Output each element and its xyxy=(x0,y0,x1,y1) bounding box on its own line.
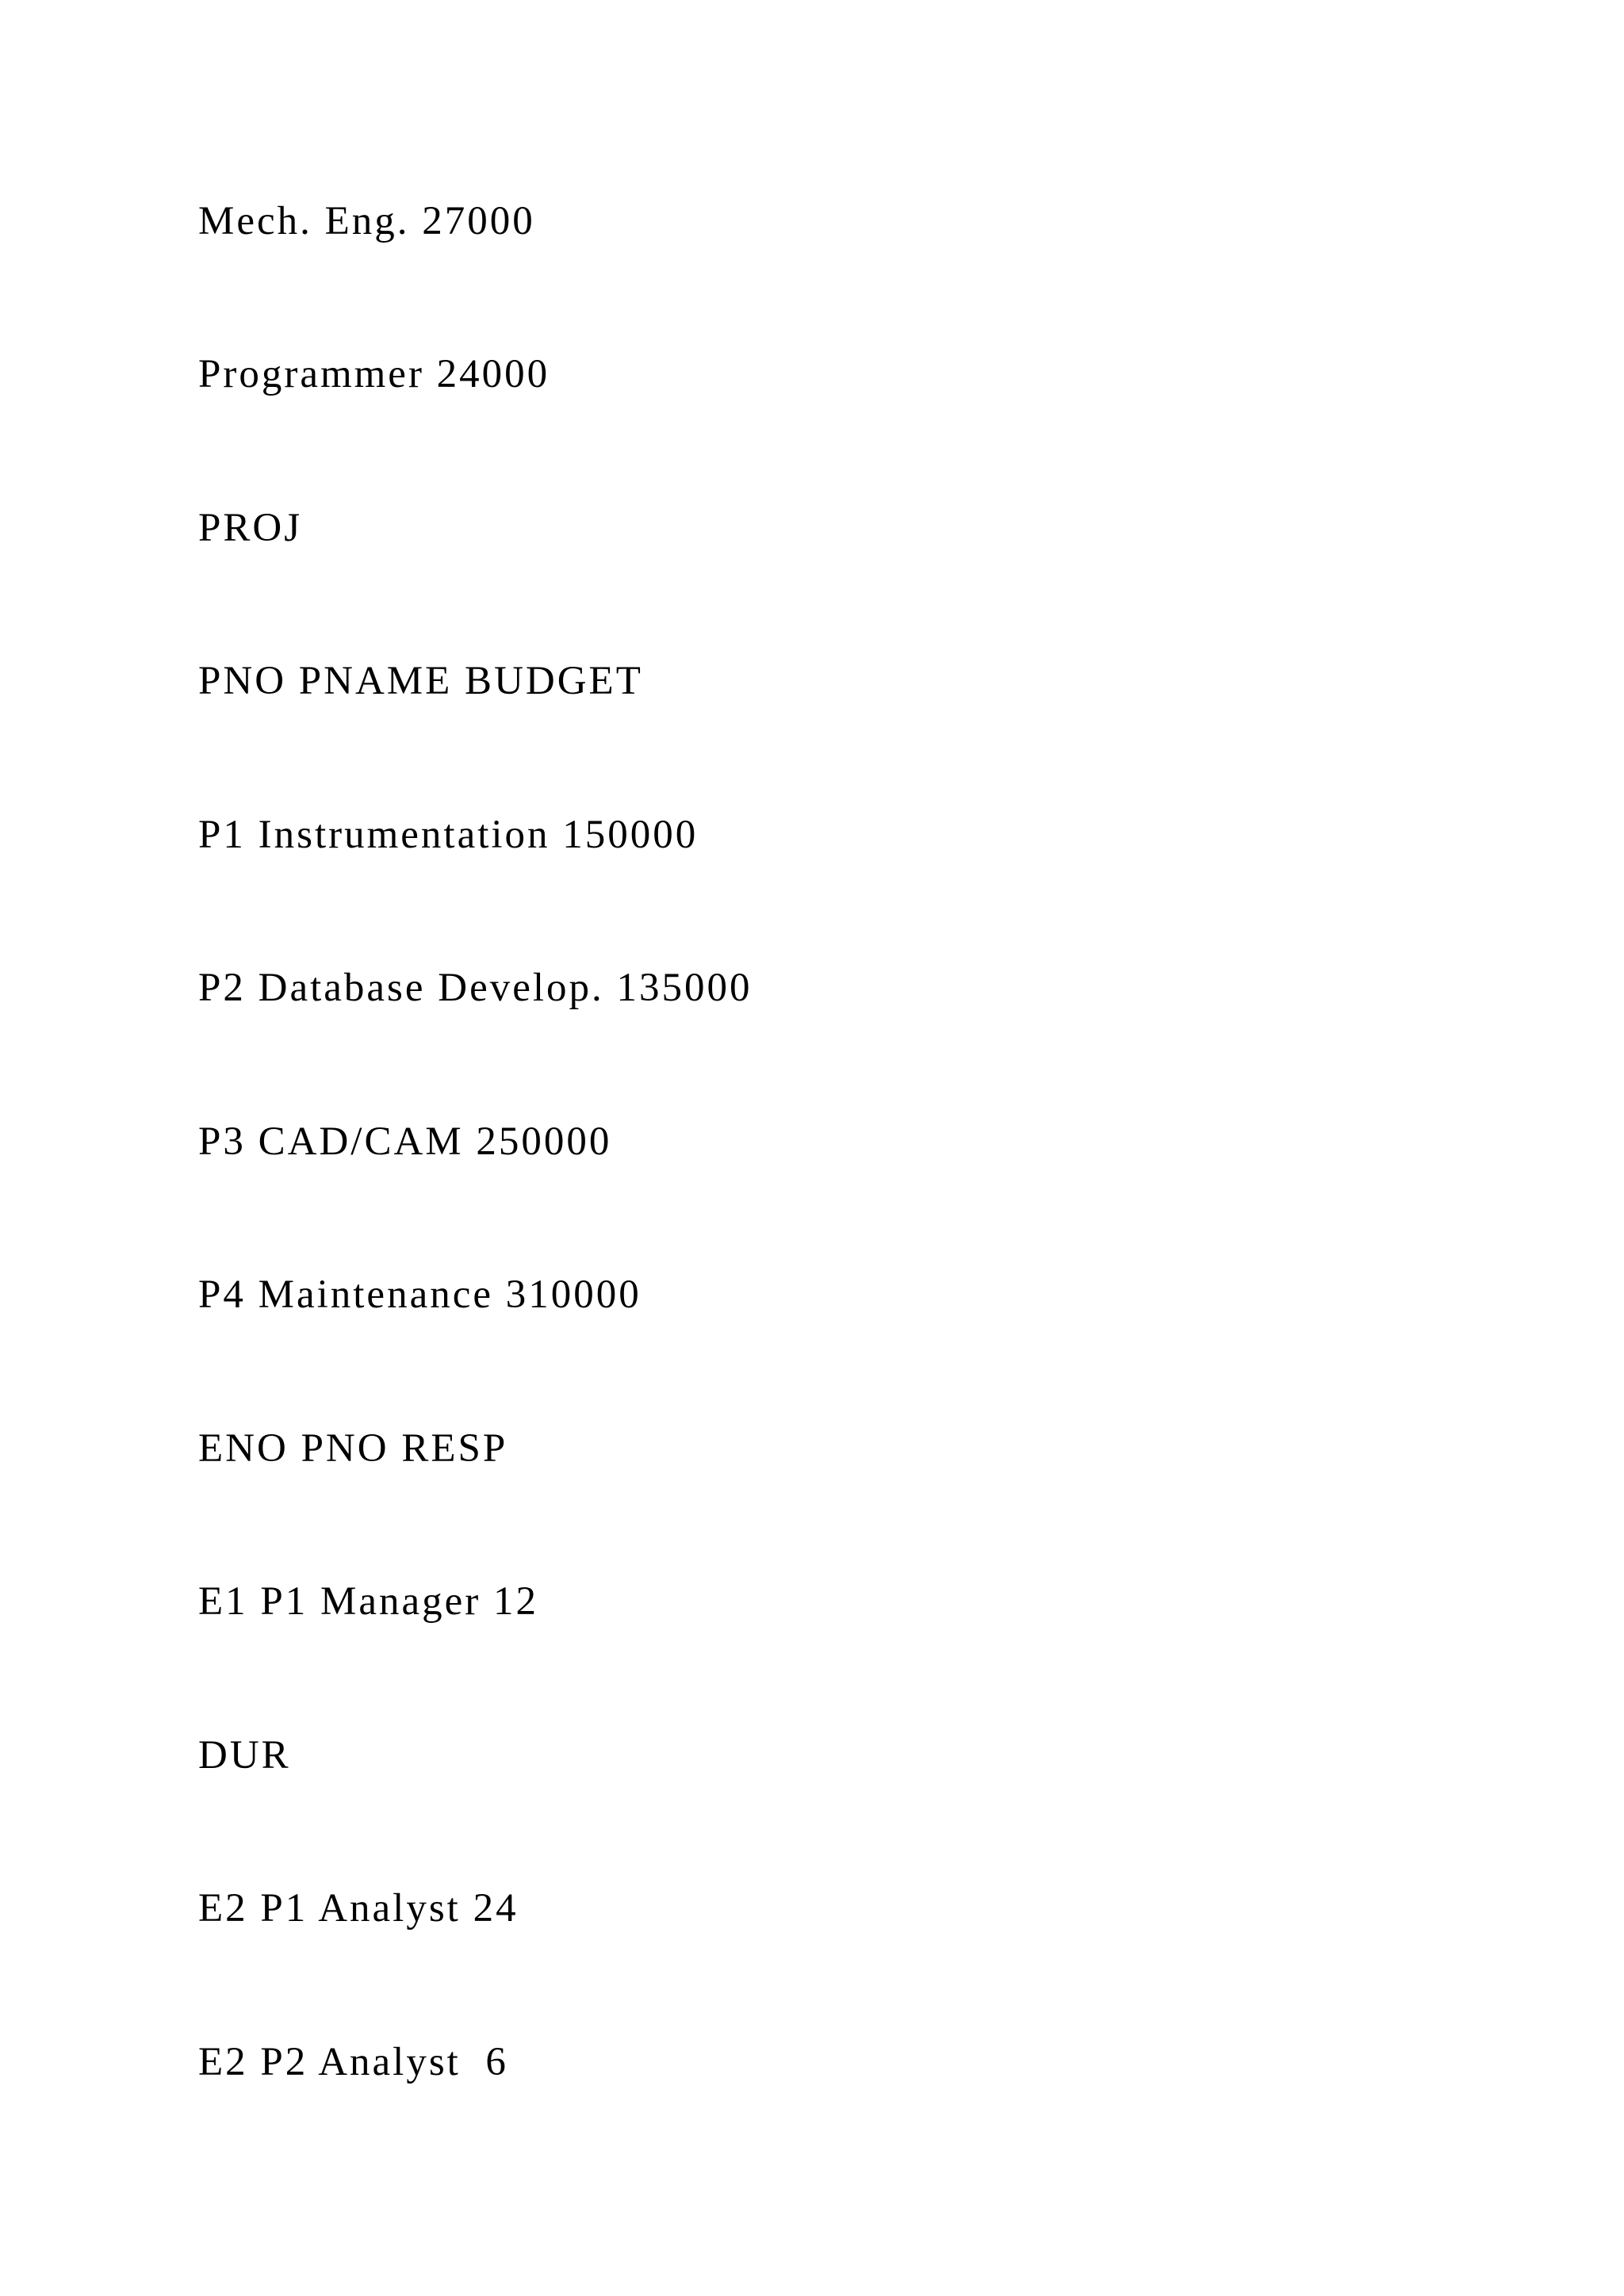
text-line-e2-p2: E2 P2 Analyst 6 xyxy=(198,2040,508,2084)
text-line-e1-p1: E1 P1 Manager 12 xyxy=(198,1579,539,1624)
text-line-p2: P2 Database Develop. 135000 xyxy=(198,966,753,1010)
text-line-proj-heading: PROJ xyxy=(198,506,303,550)
text-line-asg-columns: ENO PNO RESP xyxy=(198,1426,508,1471)
text-line-p3: P3 CAD/CAM 250000 xyxy=(198,1119,612,1164)
text-line-mech-eng: Mech. Eng. 27000 xyxy=(198,199,535,243)
text-line-programmer: Programmer 24000 xyxy=(198,352,550,396)
text-line-p1: P1 Instrumentation 150000 xyxy=(198,813,699,857)
text-line-e2-p1: E2 P1 Analyst 24 xyxy=(198,1886,519,1931)
text-line-dur: DUR xyxy=(198,1733,291,1777)
text-line-proj-columns: PNO PNAME BUDGET xyxy=(198,659,643,703)
text-line-p4: P4 Maintenance 310000 xyxy=(198,1272,642,1317)
